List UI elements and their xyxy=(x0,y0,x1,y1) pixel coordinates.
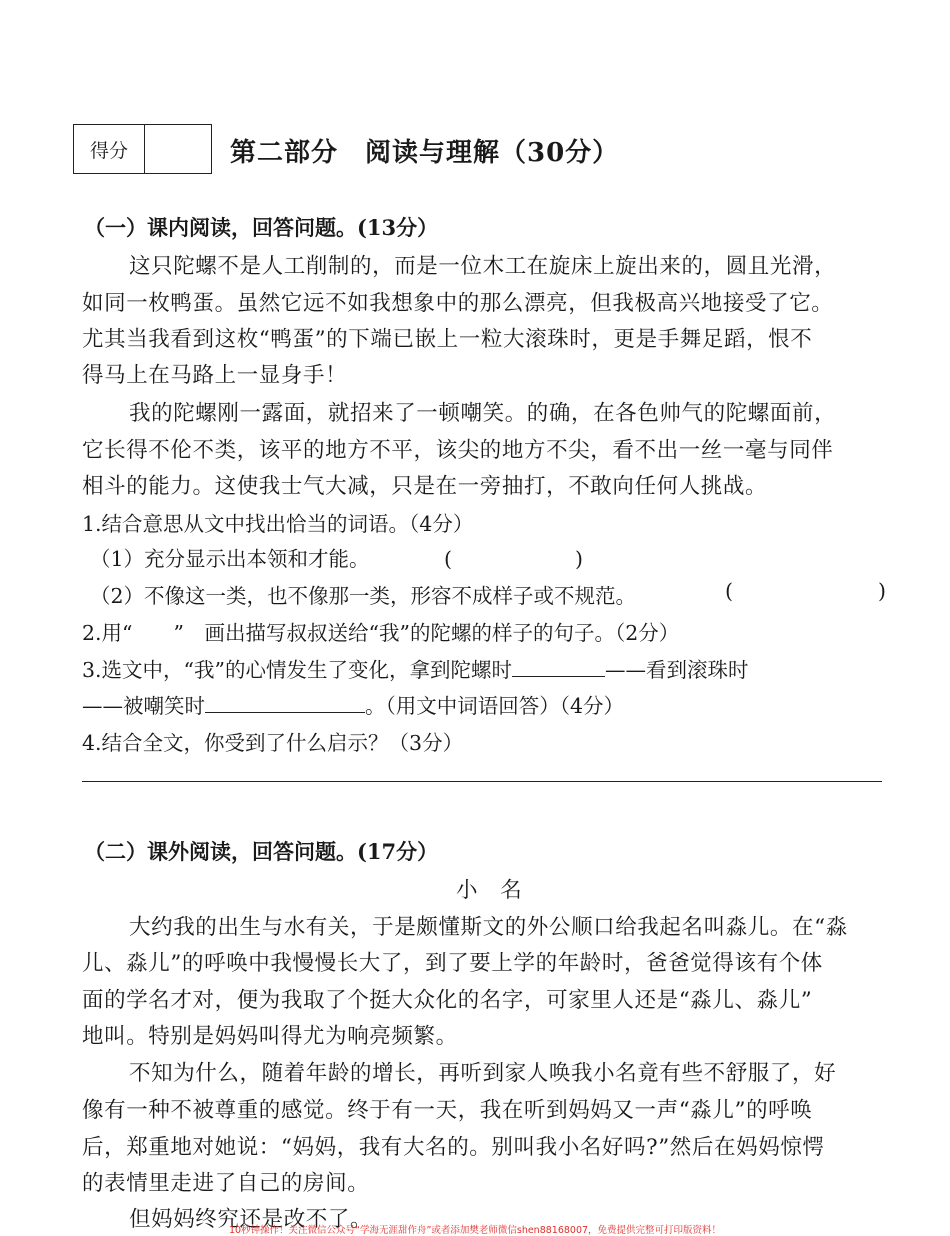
score-value-cell[interactable] xyxy=(145,125,211,173)
passage2-line: 的表情里走进了自己的房间。 xyxy=(82,1171,370,1196)
passage2-line: 后，郑重地对她说：“妈妈，我有大名的。别叫我小名好吗?”然后在妈妈惊愕 xyxy=(82,1135,825,1160)
question-3-text-a: 3.选文中，“我”的心情发生了变化，拿到陀螺时 xyxy=(82,658,513,682)
passage1-line: 得马上在马路上一显身手！ xyxy=(82,363,348,388)
question-4: 4.结合全文，你受到了什么启示？（3分） xyxy=(82,731,464,755)
question-1: 1.结合意思从文中找出恰当的词语。（4分） xyxy=(82,512,474,536)
passage2-line: 面的学名才对，便为我取了个挺大众化的名字，可家里人还是“淼儿、淼儿” xyxy=(82,988,813,1013)
answer-blank-1[interactable] xyxy=(512,656,605,677)
part-title: 第二部分 阅读与理解（30分） xyxy=(230,138,620,168)
passage2-line: 大约我的出生与水有关，于是颇懂斯文的外公顺口给我起名叫淼儿。在“淼 xyxy=(129,915,848,940)
passage1-line: 如同一枚鸭蛋。虽然它远不如我想象中的那么漂亮，但我极高兴地接受了它。 xyxy=(82,291,834,316)
section2-heading: （二）课外阅读，回答问题。(17分） xyxy=(84,839,439,864)
answer-paren-1-2-open[interactable]: ( xyxy=(725,579,733,603)
answer-line[interactable] xyxy=(82,781,882,782)
passage1-line: 相斗的能力。这使我士气大减，只是在一旁抽打，不敢向任何人挑战。 xyxy=(82,474,768,499)
passage2-line: 地叫。特别是妈妈叫得尤为响亮频繁。 xyxy=(82,1024,458,1049)
answer-paren-1-1[interactable]: ( ) xyxy=(444,547,583,571)
footer-watermark: 10秒钟操作！关注微信公众号“学海无涯甜作舟”或者添加樊老师微信shen88168007，免费提供完整可打印版资料！ xyxy=(228,1225,722,1236)
question-3-line1 xyxy=(82,653,749,683)
question-3-text-b: ——看到滚珠时 xyxy=(605,658,749,682)
question-1-1: （1）充分显示出本领和才能。 xyxy=(90,547,370,571)
question-3-text-c: ——被嘲笑时 xyxy=(82,694,205,718)
passage1-line: 我的陀螺刚一露面，就招来了一顿嘲笑。的确，在各色帅气的陀螺面前， xyxy=(129,401,837,426)
score-box xyxy=(73,124,212,174)
section1-heading: （一）课内阅读，回答问题。(13分） xyxy=(84,215,439,240)
passage2-line: 像有一种不被尊重的感觉。终于有一天，我在听到妈妈又一声“淼儿”的呼唤 xyxy=(82,1098,813,1123)
answer-blank-2[interactable] xyxy=(205,692,365,713)
question-3-text-d: 。（用文中词语回答）（4分） xyxy=(365,694,625,718)
question-1-2: （2）不像这一类，也不像那一类，形容不成样子或不规范。 xyxy=(90,584,637,608)
passage2-line: 儿、淼儿”的呼唤中我慢慢长大了，到了要上学的年龄时，爸爸觉得该有个体 xyxy=(82,951,823,976)
question-3-line2 xyxy=(82,689,624,719)
answer-paren-1-2-close: ) xyxy=(878,579,886,603)
score-label: 得分 xyxy=(74,125,145,173)
question-2: 2.用“ ” 画出描写叔叔送给“我”的陀螺的样子的句子。（2分） xyxy=(82,621,680,645)
passage1-line: 尤其当我看到这枚“鸭蛋”的下端已嵌上一粒大滚珠时，更是手舞足蹈，恨不 xyxy=(82,327,813,352)
passage2-title: 小 名 xyxy=(456,878,523,903)
passage2-line: 不知为什么，随着年龄的增长，再听到家人唤我小名竟有些不舒服了，好 xyxy=(129,1061,837,1086)
passage1-line: 这只陀螺不是人工削制的，而是一位木工在旋床上旋出来的，圆且光滑， xyxy=(129,254,837,279)
passage1-line: 它长得不伦不类，该平的地方不平，该尖的地方不尖，看不出一丝一毫与同伴 xyxy=(82,438,834,463)
passage2-line: 但妈妈终究还是改不了。 xyxy=(129,1207,373,1232)
